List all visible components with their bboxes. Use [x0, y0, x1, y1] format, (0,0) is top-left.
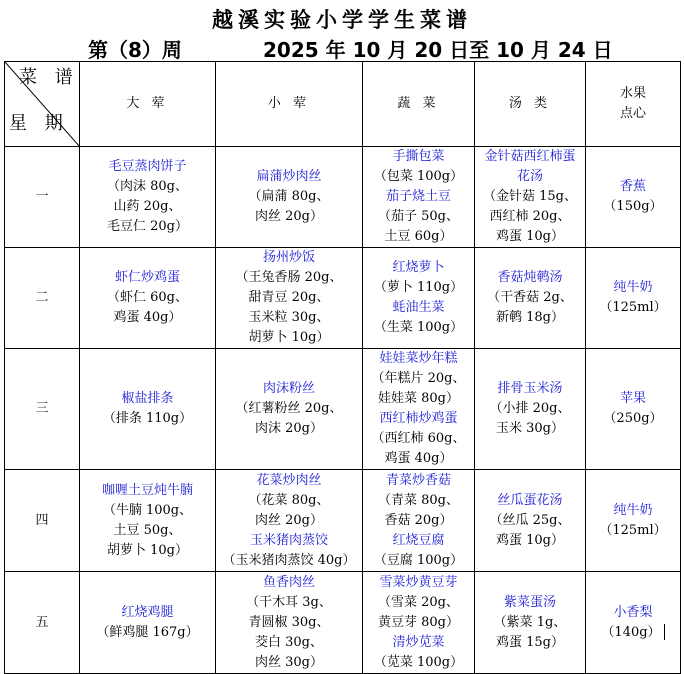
ingredient-line: 鸡蛋 15g）: [496, 634, 564, 650]
ingredient-line: [586, 623, 680, 643]
ingredient-line: （紫菜 1g、: [493, 614, 567, 630]
ingredient-line: （玉米猪肉蒸饺 40g）: [222, 552, 356, 568]
half-cell: [216, 147, 363, 248]
ingredient-line: （红薯粉丝 20g、: [235, 401, 343, 416]
dish-name: 苹果: [619, 391, 646, 406]
ingredient-line: （萝卜 110g）: [373, 280, 464, 295]
corner-top-label: 菜 谱: [19, 67, 79, 88]
dish-name: 扁蒲炒肉丝: [256, 169, 322, 184]
fruit-cell: [586, 349, 681, 470]
ingredient-line: 肉丝 20g）: [255, 209, 323, 224]
ingredient-line: （250g）: [603, 411, 663, 426]
ingredient-line: 娃娃菜 80g）: [378, 391, 459, 406]
dish-name: 手撕包菜: [392, 149, 445, 164]
dish-name: 香蕉: [619, 179, 646, 194]
dish-name: 椒盐排条: [121, 391, 174, 406]
ingredient-line: 毛豆仁 20g）: [107, 219, 188, 234]
day-cell: 一: [5, 147, 80, 248]
ingredient-line: （丝瓜 25g、: [489, 512, 571, 528]
main-cell: [80, 349, 216, 470]
ingredient-line: （苋菜 100g）: [373, 654, 464, 670]
soup-cell: [475, 248, 586, 349]
half-cell: [216, 248, 363, 349]
dish-name: 红烧豆腐: [392, 532, 445, 548]
fruit-cell: [586, 470, 681, 572]
dish-name: 娃娃菜炒年糕: [379, 351, 458, 366]
ingredient-line: （生菜 100g）: [373, 320, 464, 335]
dish-name: 虾仁炒鸡蛋: [114, 270, 180, 285]
ingredient-line: 新鹌 18g）: [496, 310, 564, 325]
ingredient-line: （茄子 50g、: [378, 209, 459, 224]
dish-name: 香菇炖鹌汤: [497, 270, 563, 285]
ingredient-line: （牛腩 100g、: [102, 502, 193, 518]
dish-name: 金针菇西红柿蛋: [484, 149, 576, 164]
ingredient-line: 鸡蛋 40g）: [384, 451, 453, 466]
ingredient-line: （包菜 100g）: [373, 169, 464, 184]
dish-name: 红烧萝卜: [392, 260, 445, 275]
text-cursor: [664, 624, 665, 640]
veg-cell: [363, 349, 475, 470]
day-cell: 四: [5, 470, 80, 572]
fruit-cell: [586, 248, 681, 349]
table-row: [5, 147, 681, 248]
dish-name: 玉米猪肉蒸饺: [249, 532, 328, 548]
day-cell: 三: [5, 349, 80, 470]
dish-name: 丝瓜蛋花汤: [497, 492, 563, 508]
ingredient-line: （虾仁 60g、: [107, 290, 188, 305]
header-fruit-line2: 点心: [619, 106, 646, 121]
ingredient-line: 茭白 30g、: [255, 634, 323, 650]
veg-cell: [363, 147, 475, 248]
ingredient-line: 香菇 20g）: [384, 512, 453, 528]
half-cell: [216, 572, 363, 674]
ingredient-line: 胡萝卜 10g）: [248, 330, 330, 345]
ingredient-line: 土豆 50g、: [113, 522, 182, 538]
dish-name: 紫菜蛋汤: [503, 594, 556, 610]
ingredient-line: 甜青豆 20g、: [248, 290, 330, 305]
veg-cell: [363, 572, 475, 674]
ingredient-line: （小排 20g、: [489, 401, 571, 416]
ingredient-line: （年糕片 20g、: [371, 371, 466, 386]
ingredient-line: （肉沫 80g、: [107, 179, 188, 194]
dish-name: 花菜炒肉丝: [256, 472, 322, 488]
table-row: [5, 470, 681, 572]
table-row: [5, 572, 681, 674]
header-main: 大 荤: [80, 62, 216, 147]
dish-name: 扬州炒饭: [262, 250, 315, 265]
dish-name: 肉沫粉丝: [262, 381, 315, 396]
ingredient-line: （干香菇 2g、: [487, 290, 573, 305]
half-cell: [216, 470, 363, 572]
dish-name: 排骨玉米汤: [497, 381, 563, 396]
dish-name: 小香梨: [613, 604, 653, 620]
ingredient-line: （扁蒲 80g、: [248, 189, 330, 204]
table-row: [5, 349, 681, 470]
dish-name: 咖喱土豆炖牛腩: [101, 482, 193, 498]
ingredient-line: （金针菇 15g、: [483, 189, 577, 204]
corner-bottom-label: 星 期: [9, 113, 69, 134]
main-cell: [80, 248, 216, 349]
ingredient-line: 青圆椒 30g、: [248, 614, 330, 630]
dish-name: 雪菜炒黄豆芽: [379, 574, 458, 590]
ingredient-line: 鸡蛋 10g）: [496, 229, 564, 244]
header-half: 小 荤: [216, 62, 363, 147]
dish-name: 蚝油生菜: [392, 300, 445, 315]
ingredient-line: （125ml）: [599, 300, 667, 315]
header-soup: 汤 类: [475, 62, 586, 147]
week-label: 第（8）周: [88, 38, 182, 62]
ingredient-line: （青菜 80g、: [378, 492, 459, 508]
ingredient-line: （150g）: [603, 199, 663, 214]
ingredient-line: 肉沫 20g）: [255, 421, 323, 436]
ingredient-line: （雪菜 20g、: [378, 594, 459, 610]
fruit-cell: [586, 572, 681, 674]
date-range: 2025 年 10 月 20 日至 10 月 24 日: [263, 38, 613, 62]
menu-table: [4, 61, 681, 674]
dish-name: 清炒苋菜: [392, 634, 445, 650]
dish-name: 红烧鸡腿: [121, 604, 174, 620]
dish-name: 青菜炒香菇: [385, 472, 451, 488]
ingredient-text: （140g）: [601, 624, 661, 640]
dish-name-cont: 花汤: [516, 169, 543, 184]
table-row: [5, 248, 681, 349]
header-veg: 蔬 菜: [363, 62, 475, 147]
corner-header: [5, 62, 80, 147]
ingredient-line: （排条 110g）: [102, 411, 193, 426]
main-cell: [80, 572, 216, 674]
ingredient-line: （花菜 80g、: [248, 492, 330, 508]
ingredient-line: （王兔香肠 20g、: [235, 270, 343, 285]
ingredient-line: （豆腐 100g）: [373, 552, 464, 568]
ingredient-line: 胡萝卜 10g）: [107, 542, 188, 558]
ingredient-line: 黄豆芽 80g）: [378, 614, 459, 630]
soup-cell: [475, 470, 586, 572]
dish-name: 西红柿炒鸡蛋: [379, 411, 458, 426]
header-row: [5, 62, 681, 147]
soup-cell: [475, 572, 586, 674]
dish-name: 纯牛奶: [613, 502, 653, 518]
dish-name: 鱼香肉丝: [262, 574, 315, 590]
soup-cell: [475, 349, 586, 470]
main-cell: [80, 147, 216, 248]
half-cell: [216, 349, 363, 470]
veg-cell: [363, 248, 475, 349]
ingredient-line: 肉丝 20g）: [255, 512, 323, 528]
ingredient-line: （西红柿 60g、: [371, 431, 466, 446]
ingredient-line: （鲜鸡腿 167g）: [96, 624, 199, 640]
header-fruit: [586, 62, 681, 147]
ingredient-line: 肉丝 30g）: [255, 654, 323, 670]
header-fruit-line1: 水果: [619, 86, 646, 101]
day-cell: 二: [5, 248, 80, 349]
ingredient-line: 山药 20g、: [113, 199, 182, 214]
dish-name: 茄子烧土豆: [385, 189, 451, 204]
menu-title: 越溪实验小学学生菜谱: [212, 8, 472, 32]
ingredient-line: 鸡蛋 40g）: [113, 310, 182, 325]
dish-name: 毛豆蒸肉饼子: [108, 159, 187, 174]
main-cell: [80, 470, 216, 572]
veg-cell: [363, 470, 475, 572]
ingredient-line: 鸡蛋 10g）: [496, 532, 564, 548]
subtitle: [0, 34, 684, 60]
ingredient-line: 土豆 60g）: [384, 229, 453, 244]
fruit-cell: [586, 147, 681, 248]
ingredient-line: （125ml）: [599, 522, 667, 538]
ingredient-line: 玉米粒 30g、: [248, 310, 330, 325]
day-cell: 五: [5, 572, 80, 674]
ingredient-line: （干木耳 3g、: [246, 594, 332, 610]
ingredient-line: 玉米 30g）: [496, 421, 564, 436]
dish-name: 纯牛奶: [613, 280, 653, 295]
soup-cell: [475, 147, 586, 248]
ingredient-line: 西红柿 20g、: [489, 209, 571, 224]
